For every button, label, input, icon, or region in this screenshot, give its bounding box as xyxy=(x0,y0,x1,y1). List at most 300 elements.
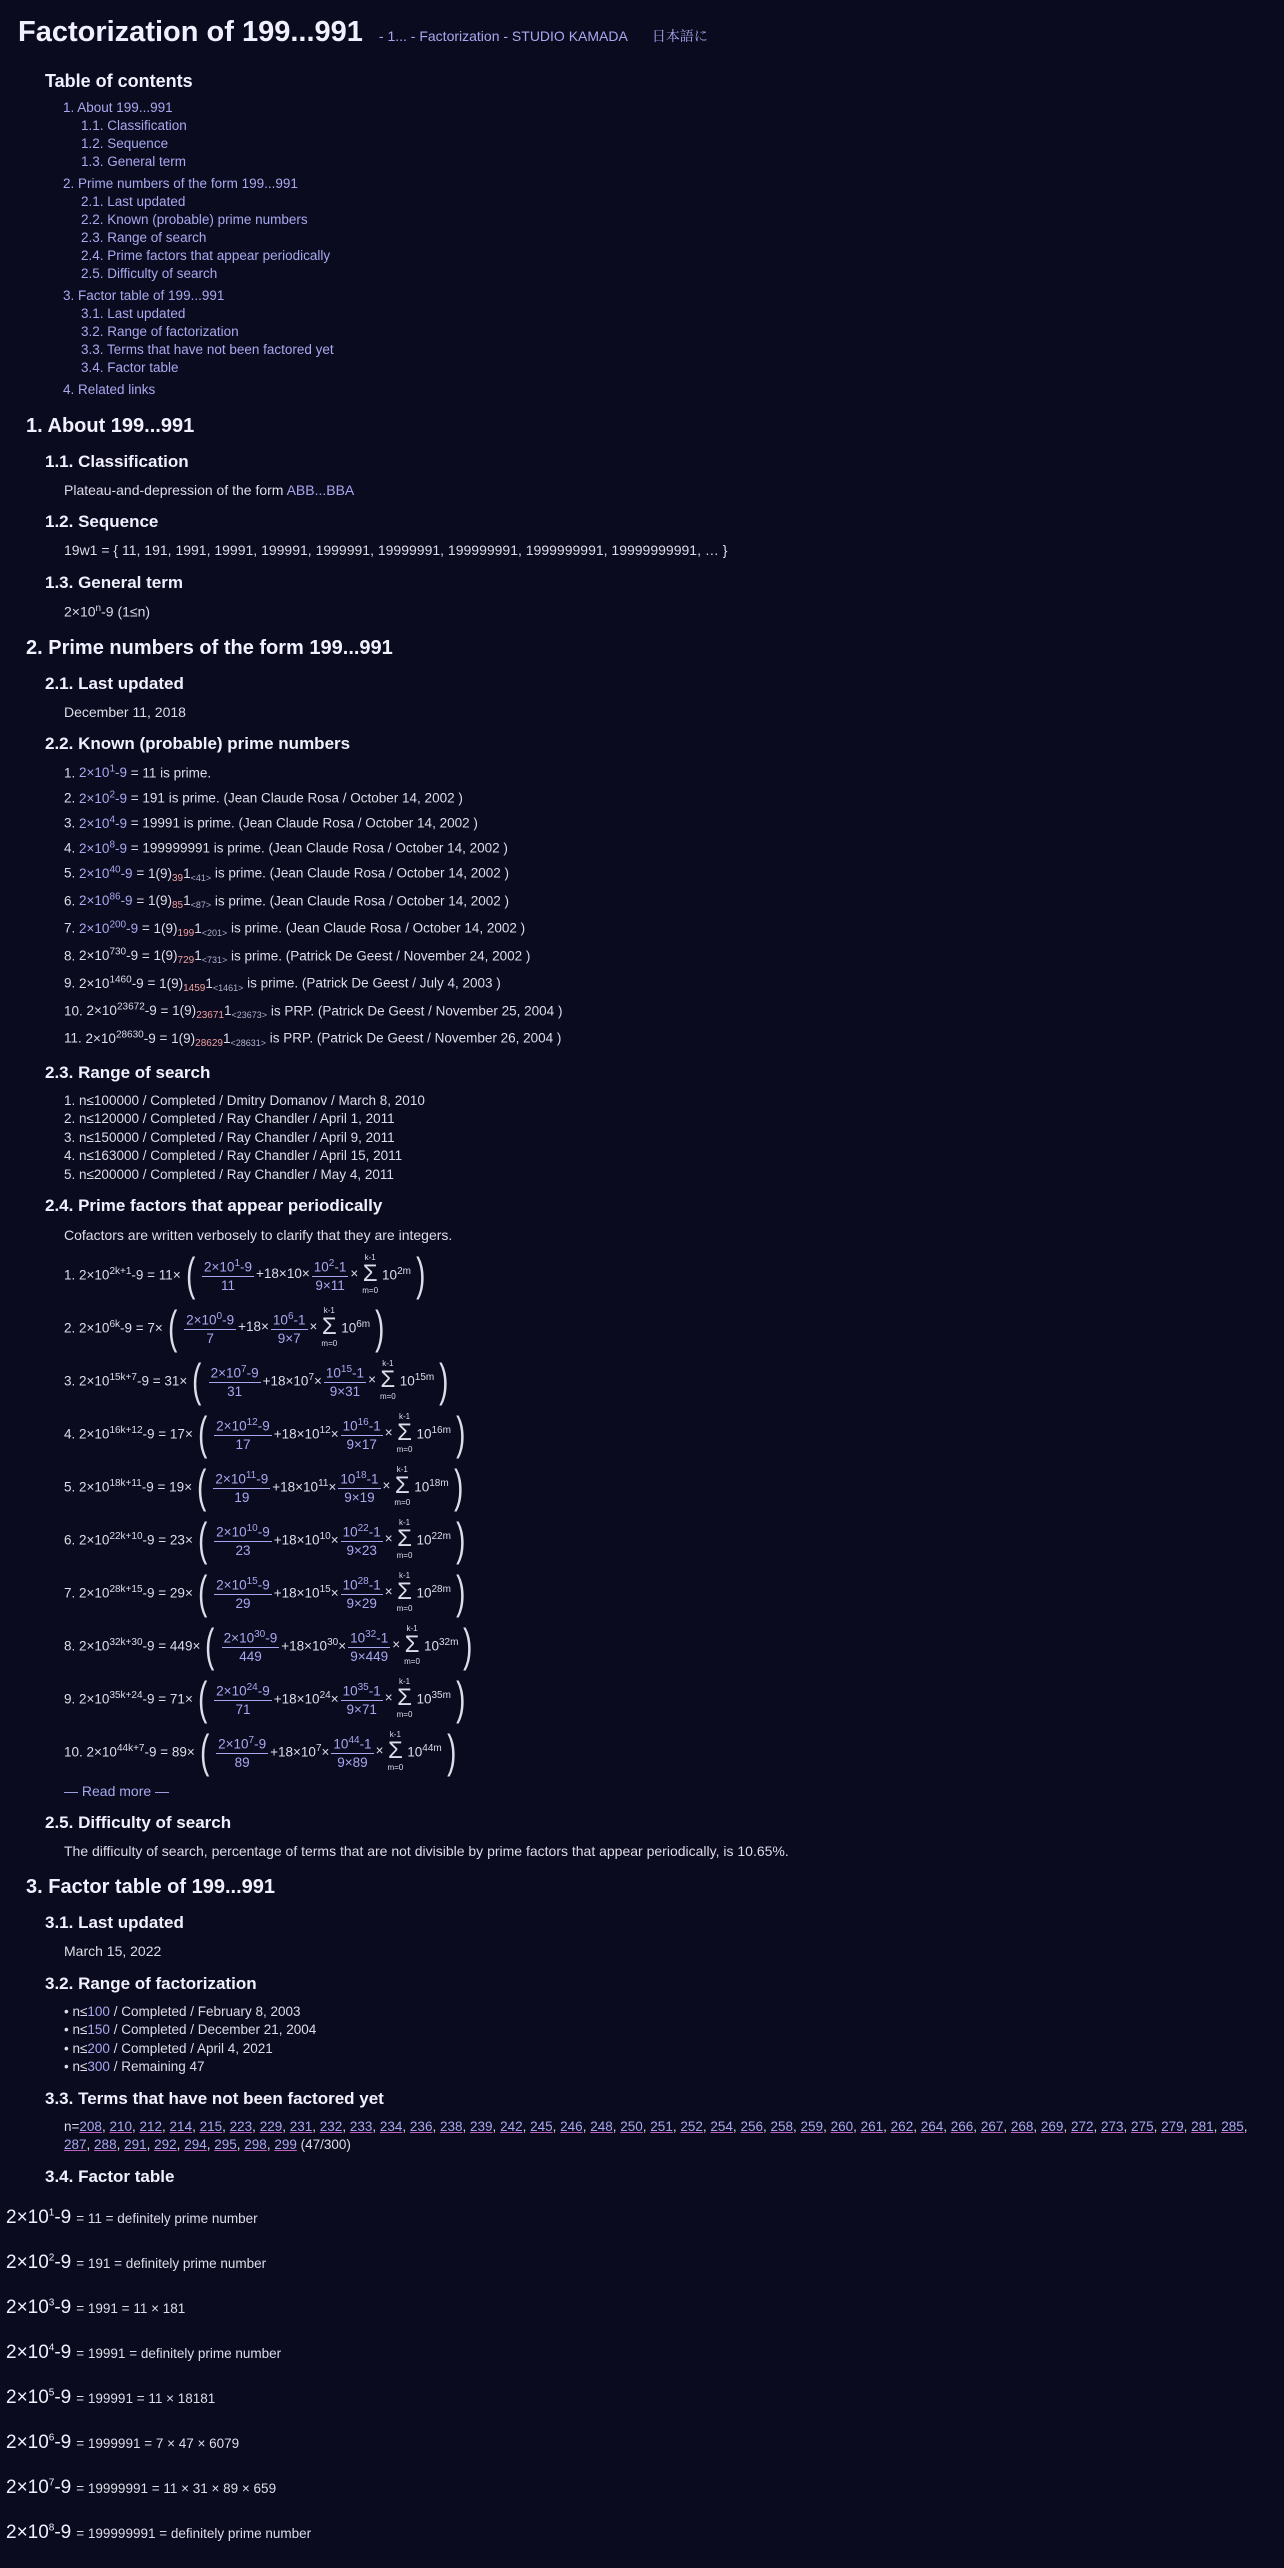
term-link[interactable]: 294 xyxy=(184,2136,207,2152)
sum-term: $10^{16m}$ xyxy=(416,1424,451,1442)
term-link[interactable]: 223 xyxy=(229,2118,253,2134)
toc-subsection-link[interactable]: 3.4. Factor table xyxy=(81,360,179,376)
page-header xyxy=(0,0,1284,52)
term-link[interactable]: 259 xyxy=(800,2118,824,2134)
factor-result: = 11 = definitely prime number xyxy=(76,2210,258,2226)
search-range-list xyxy=(0,1092,1284,1184)
prime-item: 11. $2\times 10^{28630}-9 = 1(9)_{28629}1_{<28631>}$ is PRP. (Patrick De Geest / November 26, 2004 ) xyxy=(64,1029,562,1049)
sum-term: $10^{15m}$ xyxy=(399,1371,435,1389)
toc-subsection-link[interactable]: 1.3. General term xyxy=(81,154,187,170)
section-2-title: 2. Prime numbers of the form 199...991 xyxy=(26,636,393,659)
term-link[interactable]: 231 xyxy=(289,2118,313,2134)
term-link[interactable]: 242 xyxy=(500,2118,523,2134)
general-term-text: $2\times 10^n-9$ (1≤n) xyxy=(64,602,151,620)
numerator-exponent: 28 xyxy=(357,1576,369,1587)
digit-count: <41> xyxy=(190,872,212,883)
term-link[interactable]: 262 xyxy=(890,2118,914,2134)
factor-range-item xyxy=(64,2058,1284,2076)
sum-upper: k-1 xyxy=(323,1306,335,1316)
formula-exponent: 2k+1 xyxy=(109,1265,132,1277)
formula-exponent: 16k+12 xyxy=(109,1424,143,1436)
factor-expression: $2\times 10^6-9$ xyxy=(6,2432,72,2454)
toc-subsection-link[interactable]: 2.5. Difficulty of search xyxy=(81,266,218,282)
sigma-icon: Σ xyxy=(380,1366,396,1394)
formula-number: 6. xyxy=(64,1532,80,1548)
fraction-numerator: $10^2-1$ xyxy=(312,1255,349,1277)
periodic-formula: 8. $2\times 10^{32k+30}-9 = 449\times$ ( $\frac{2\times 10^{30}-9}{449}$ $+18\times 10^{30}\times$ $\frac{10^{32}-1}{9\times 449}$ × k-1 Σ m=0 $10^{32m}$ ) xyxy=(64,1619,473,1672)
prime-item: 5. $2\times 10^{40}-9 = 1(9)_{39}1_{<41>}$ is prime. (Jean Claude Rosa / October 14, 2002 ) xyxy=(64,864,510,884)
middle-exponent: 10 xyxy=(319,1530,331,1542)
term-exponent: 15m xyxy=(414,1371,435,1383)
summation xyxy=(321,1306,337,1348)
prime-item: 10. $2\times 10^{23672}-9 = 1(9)_{23671}1_{<23673>}$ is PRP. (Patrick De Geest / November 25, 2004 ) xyxy=(64,1001,563,1022)
language-link[interactable]: 日本語に xyxy=(651,28,708,44)
prime-status: is PRP. (Patrick De Geest / November 26, 2004 ) xyxy=(266,1030,562,1046)
term-link[interactable]: 268 xyxy=(1010,2118,1034,2134)
sum-upper: k-1 xyxy=(398,1412,411,1422)
prime-status: is prime. (Jean Claude Rosa / October 14, 2002 ) xyxy=(164,790,463,806)
formula-prime: 17 xyxy=(169,1426,185,1442)
formula-middle: +18× xyxy=(238,1319,269,1335)
prime-item: 9. $2\times 10^{1460}-9 = 1(9)_{1459}1_{<1461>}$ is prime. (Patrick De Geest / July 4, 2003 ) xyxy=(64,974,501,994)
fraction xyxy=(213,1467,270,1506)
fraction xyxy=(341,1573,383,1612)
term-link[interactable]: 266 xyxy=(950,2118,974,2134)
term-link[interactable]: 245 xyxy=(530,2118,553,2134)
prime-status: is prime. (Jean Claude Rosa / October 14, 2002 ) xyxy=(179,815,478,831)
formula-middle: $+18\times 10^{15}\times$ xyxy=(273,1583,339,1601)
sigma-icon: Σ xyxy=(387,1737,403,1765)
factor-exponent: 6 xyxy=(48,2432,55,2444)
prime-number: 4. xyxy=(64,840,80,856)
formula-lhs: 7. $2\times 10^{28k+15}-9 = 29\times$ xyxy=(64,1583,193,1601)
numerator-exponent: 7 xyxy=(248,1735,255,1746)
prime-status: is PRP. (Patrick De Geest / November 25, 2004 ) xyxy=(267,1003,563,1019)
sum-term: $10^{35m}$ xyxy=(416,1689,451,1707)
left-paren: ( xyxy=(205,1619,215,1672)
prime-item: 8. $2\times 10^{730}-9 = 1(9)_{729}1_{<731>}$ is prime. (Patrick De Geest / November 24, 2002 ) xyxy=(64,946,531,967)
term-link[interactable]: 275 xyxy=(1131,2118,1154,2134)
toc-list xyxy=(45,99,1284,399)
factor-result: = 19991 = definitely prime number xyxy=(76,2345,282,2361)
right-paren: ) xyxy=(416,1248,426,1301)
right-paren: ) xyxy=(453,1460,463,1513)
middle-exponent: 30 xyxy=(327,1636,339,1648)
periodic-formula: 4. $2\times 10^{16k+12}-9 = 17\times$ ( $\frac{2\times 10^{12}-9}{17}$ $+18\times 10^{12}\times$ $\frac{10^{16}-1}{9\times 17}$ × k-1 Σ m=0 $10^{16m}$ ) xyxy=(64,1407,466,1460)
term-link[interactable]: 246 xyxy=(560,2118,583,2134)
formula-exponent: 6k xyxy=(109,1318,120,1330)
formula-number: 8. xyxy=(64,1638,80,1654)
prime-updated-date: December 11, 2018 xyxy=(64,703,186,720)
formula-lhs: 8. $2\times 10^{32k+30}-9 = 449\times$ xyxy=(64,1636,201,1654)
formula-number: 7. xyxy=(64,1585,80,1601)
formula-lhs: 2. $2\times 10^{6k}-9 = 7\times$ xyxy=(64,1318,163,1336)
left-paren: ( xyxy=(197,1513,208,1566)
prime-exponent: 1 xyxy=(109,763,115,775)
formula-number: 5. xyxy=(64,1479,80,1495)
term-link[interactable]: 291 xyxy=(124,2136,147,2152)
toc-subsection-link[interactable]: 2.2. Known (probable) prime numbers xyxy=(81,212,308,228)
fraction-numerator: $2\times 10^0-9$ xyxy=(184,1308,236,1330)
formula-number: 9. xyxy=(64,1691,80,1707)
sum-upper: k-1 xyxy=(382,1359,394,1369)
fraction-numerator: $2\times 10^{11}-9$ xyxy=(213,1467,270,1489)
numerator-exponent: 44 xyxy=(348,1735,360,1746)
term-link[interactable]: 272 xyxy=(1070,2118,1094,2134)
factor-row xyxy=(6,2241,1284,2286)
search-range-item: 5. n≤200000 / Completed / Ray Chandler / May 4, 2011 xyxy=(64,1166,394,1182)
factor-range-title: 3.2. Range of factorization xyxy=(45,1973,257,1993)
prime-expression[interactable]: $2\times 10^1-9$ xyxy=(79,763,128,781)
prime-expression[interactable]: $2\times 10^2-9$ xyxy=(79,789,128,806)
range-link[interactable]: 150 xyxy=(87,2022,110,2038)
formula-lhs: 6. $2\times 10^{22k+10}-9 = 23\times$ xyxy=(64,1530,193,1548)
factor-updated-date: March 15, 2022 xyxy=(64,1943,162,1960)
prime-item: 1. $2\times 10^1-9 = 11$ is prime. xyxy=(64,763,212,781)
formula-middle: $+18\times 10^7\times$ xyxy=(270,1742,330,1760)
term-link[interactable]: 251 xyxy=(650,2118,673,2134)
term-exponent: 44m xyxy=(422,1742,442,1754)
numerator-exponent: 15 xyxy=(340,1364,353,1375)
factor-exponent: 8 xyxy=(48,2522,55,2534)
prime-item: 7. $2\times 10^{200}-9 = 1(9)_{199}1_{<201>}$ is prime. (Jean Claude Rosa / October 14, 2002 ) xyxy=(64,919,526,939)
range-prefix: • n≤ xyxy=(64,2003,88,2019)
summation xyxy=(397,1412,413,1454)
numerator-exponent: 11 xyxy=(245,1470,257,1481)
factor-expression: $2\times 10^5-9$ xyxy=(6,2387,72,2409)
term-link[interactable]: 279 xyxy=(1161,2118,1184,2134)
term-link[interactable]: 215 xyxy=(199,2118,223,2134)
right-paren: ) xyxy=(455,1407,466,1460)
range-prefix: • n≤ xyxy=(64,2022,88,2038)
numerator-exponent: 2 xyxy=(328,1258,335,1269)
prime-expression: $2\times 10^{23672}-9$ xyxy=(86,1001,157,1019)
formula-prime: 449 xyxy=(169,1638,193,1654)
sigma-icon: Σ xyxy=(362,1260,378,1288)
range-prefix: • n≤ xyxy=(64,2040,88,2056)
sum-lower: m=0 xyxy=(396,1710,413,1720)
formula-number: 2. xyxy=(64,1320,80,1336)
formula-exponent: 28k+15 xyxy=(109,1583,143,1595)
prime-value: $1(9)_{28629}1_{<28631>}$ xyxy=(171,1030,267,1049)
fraction-numerator: $2\times 10^{10}-9$ xyxy=(214,1520,272,1542)
factor-result: = 1991 = 11 × 181 xyxy=(76,2300,186,2316)
sum-lower: m=0 xyxy=(387,1763,404,1773)
term-link[interactable]: 254 xyxy=(710,2118,733,2134)
formula-prime: 29 xyxy=(169,1585,185,1601)
prime-expression[interactable]: $2\times 10^8-9$ xyxy=(79,839,128,856)
right-paren: ) xyxy=(439,1354,449,1407)
term-link[interactable]: 273 xyxy=(1101,2118,1124,2134)
sigma-icon: Σ xyxy=(404,1631,420,1659)
term-link[interactable]: 292 xyxy=(154,2136,177,2152)
numerator-exponent: 35 xyxy=(357,1682,369,1693)
term-link[interactable]: 298 xyxy=(244,2136,267,2152)
formula-prime: 31 xyxy=(164,1373,180,1389)
right-paren: ) xyxy=(455,1513,466,1566)
formula-lhs: 3. $2\times 10^{15k+7}-9 = 31\times$ xyxy=(64,1371,188,1389)
term-link[interactable]: 232 xyxy=(319,2118,343,2134)
section-1-title: 1. About 199...991 xyxy=(26,415,195,438)
middle-exponent: 12 xyxy=(319,1424,331,1436)
factor-table-title: 3.4. Factor table xyxy=(45,2166,175,2186)
fraction-numerator: $2\times 10^7-9$ xyxy=(209,1361,261,1383)
term-link[interactable]: 238 xyxy=(439,2118,463,2134)
formula-lhs: 9. $2\times 10^{35k+24}-9 = 71\times$ xyxy=(64,1689,193,1707)
formula-middle: $+18\times 10^{24}\times$ xyxy=(273,1689,339,1707)
sum-term: $10^{32m}$ xyxy=(423,1636,459,1654)
table-of-contents xyxy=(45,70,1284,399)
periodic-formula: 10. $2\times 10^{44k+7}-9 = 89\times$ ( $\frac{2\times 10^7-9}{89}$ $+18\times 10^7\times$ $\frac{10^{44}-1}{9\times 89}$ × k-1 Σ m=0 $10^{44m}$ ) xyxy=(64,1725,457,1778)
prime-status: is prime. (Jean Claude Rosa / October 14, 2002 ) xyxy=(211,865,510,881)
prime-item: 3. $2\times 10^4-9 = 19991$ is prime. (Jean Claude Rosa / October 14, 2002 ) xyxy=(64,814,478,831)
term-link[interactable]: 260 xyxy=(830,2118,854,2134)
right-paren: ) xyxy=(463,1619,473,1672)
toc-subsection-link[interactable]: 2.1. Last updated xyxy=(81,194,186,210)
toc-subsection-link[interactable]: 3.2. Range of factorization xyxy=(81,324,239,340)
sum-lower: m=0 xyxy=(396,1445,413,1455)
term-link[interactable]: 250 xyxy=(620,2118,643,2134)
term-link[interactable]: 295 xyxy=(214,2136,237,2152)
numerator-exponent: 10 xyxy=(246,1523,258,1534)
factor-result: = 1999991 = 7 × 47 × 6079 xyxy=(76,2435,240,2451)
fraction xyxy=(214,1679,272,1718)
search-range-item: 1. n≤100000 / Completed / Dmitry Domanov / March 8, 2010 xyxy=(64,1092,425,1108)
term-link[interactable]: 267 xyxy=(980,2118,1004,2134)
prime-exponent: 1460 xyxy=(109,974,132,986)
periodic-formula: 5. $2\times 10^{18k+11}-9 = 19\times$ ( $\frac{2\times 10^{11}-9}{19}$ $+18\times 10^{11}\times$ $\frac{10^{18}-1}{9\times 19}$ × k-1 Σ m=0 $10^{18m}$ ) xyxy=(64,1460,463,1513)
formula-middle: $+18\times 10^{10}\times$ xyxy=(273,1530,339,1548)
term-link[interactable]: 229 xyxy=(259,2118,283,2134)
term-link[interactable]: 234 xyxy=(379,2118,403,2134)
middle-exponent: 7 xyxy=(315,1742,322,1754)
numerator-exponent: 12 xyxy=(246,1417,258,1428)
numerator-exponent: 15 xyxy=(246,1576,258,1587)
fraction xyxy=(214,1414,272,1453)
formula-exponent: 44k+7 xyxy=(116,1742,145,1754)
left-paren: ( xyxy=(197,1672,208,1725)
sequence-text: 19w1 = { 11, 191, 1991, 19991, 199991, 1999991, 19999991, 199999991, 1999999991, 19999999991, … } xyxy=(64,542,728,559)
range-link[interactable]: 200 xyxy=(87,2040,110,2056)
fraction-numerator: $2\times 10^{30}-9$ xyxy=(222,1626,280,1648)
fraction-denominator: 9×449 xyxy=(350,1648,389,1664)
term-link[interactable]: 269 xyxy=(1040,2118,1064,2134)
term-exponent: 2m xyxy=(397,1265,411,1277)
toc-subsection-link[interactable]: 3.3. Terms that have not been factored yet xyxy=(81,342,334,358)
toc-section-link[interactable]: 1. About 199...991 xyxy=(63,100,173,116)
terms-count: (47/300) xyxy=(300,2136,351,2152)
term-link[interactable]: 236 xyxy=(409,2118,433,2134)
fraction-numerator: $10^{35}-1$ xyxy=(341,1679,383,1701)
term-link[interactable]: 299 xyxy=(274,2136,297,2152)
term-link[interactable]: 248 xyxy=(590,2118,613,2134)
term-link[interactable]: 258 xyxy=(770,2118,794,2134)
factor-exponent: 3 xyxy=(48,2297,55,2309)
prime-number: 9. xyxy=(64,975,80,991)
formula-middle: +18×10× xyxy=(256,1266,310,1282)
prime-number: 11. xyxy=(64,1030,86,1046)
prime-status: is prime. (Jean Claude Rosa / October 14, 2002 ) xyxy=(227,920,526,936)
factor-result: = 191 = definitely prime number xyxy=(76,2255,267,2271)
prime-number: 6. xyxy=(64,893,80,909)
prime-value: 199999991 xyxy=(142,840,210,856)
term-link[interactable]: 212 xyxy=(139,2118,163,2134)
prime-exponent: 2 xyxy=(109,789,115,800)
term-exponent: 16m xyxy=(431,1424,451,1436)
term-link[interactable]: 285 xyxy=(1221,2118,1244,2134)
factor-expression: $2\times 10^1-9$ xyxy=(6,2207,72,2229)
periodic-formula: 1. $2\times 10^{2k+1}-9 = 11\times$ ( $\frac{2\times 10^1-9}{11}$ +18×10× $\frac{10^2-1}{9\times 11}$ × k-1 Σ m=0 $10^{2m}$ ) xyxy=(64,1248,426,1301)
prime-expression[interactable]: $2\times 10^4-9$ xyxy=(79,814,128,831)
periodic-formula: 2. $2\times 10^{6k}-9 = 7\times$ ( $\frac{2\times 10^0-9}{7}$ +18× $\frac{10^6-1}{9\times 7}$ × k-1 Σ m=0 $10^{6m}$ ) xyxy=(64,1301,385,1354)
fraction-denominator: 89 xyxy=(234,1754,250,1770)
prime-number: 2. xyxy=(64,790,80,806)
prime-exponent: 28630 xyxy=(115,1029,144,1041)
prime-value: 19991 xyxy=(142,815,180,831)
fraction-denominator: 9×23 xyxy=(346,1542,377,1558)
term-link[interactable]: 233 xyxy=(349,2118,373,2134)
periodic-formula: 3. $2\times 10^{15k+7}-9 = 31\times$ ( $\frac{2\times 10^7-9}{31}$ $+18\times 10^7\times$ $\frac{10^{15}-1}{9\times 31}$ × k-1 Σ m=0 $10^{15m}$ ) xyxy=(64,1354,449,1407)
read-more-link[interactable]: — Read more — xyxy=(64,1782,170,1799)
term-link[interactable]: 287 xyxy=(64,2136,87,2152)
fraction xyxy=(214,1573,272,1612)
prime-value: $1(9)_{199}1_{<201>}$ xyxy=(153,920,228,939)
fraction xyxy=(216,1732,268,1771)
periodic-formula: 7. $2\times 10^{28k+15}-9 = 29\times$ ( $\frac{2\times 10^{15}-9}{29}$ $+18\times 10^{15}\times$ $\frac{10^{28}-1}{9\times 29}$ × k-1 Σ m=0 $10^{28m}$ ) xyxy=(64,1566,466,1619)
factor-exponent: 1 xyxy=(48,2207,55,2219)
formula-lhs: 10. $2\times 10^{44k+7}-9 = 89\times$ xyxy=(64,1742,195,1760)
sum-lower: m=0 xyxy=(362,1286,379,1296)
factor-row xyxy=(6,2376,1284,2421)
nines-count: 23671 xyxy=(196,1010,224,1022)
formula-number: 4. xyxy=(64,1426,80,1442)
prime-exponent: 200 xyxy=(109,919,127,931)
term-link[interactable]: 264 xyxy=(920,2118,944,2134)
fraction-denominator: 71 xyxy=(235,1701,251,1717)
term-link[interactable]: 256 xyxy=(740,2118,763,2134)
prime-exponent: 86 xyxy=(109,891,121,903)
range-status: / Completed / December 21, 2004 xyxy=(109,2022,317,2038)
numerator-exponent: 1 xyxy=(234,1258,241,1269)
left-paren: ( xyxy=(197,1566,208,1619)
factor-result: = 199999991 = definitely prime number xyxy=(76,2525,312,2541)
fraction xyxy=(271,1308,308,1347)
nines-count: 39 xyxy=(171,872,184,884)
factor-range-item xyxy=(64,2021,1284,2039)
digit-count: <201> xyxy=(201,927,228,938)
numerator-exponent: 18 xyxy=(355,1470,367,1481)
factor-row xyxy=(6,2466,1284,2511)
sigma-icon: Σ xyxy=(397,1419,412,1447)
prime-exponent: 4 xyxy=(109,814,115,826)
term-link[interactable]: 252 xyxy=(680,2118,703,2134)
prime-expression[interactable]: $2\times 10^{40}-9$ xyxy=(79,864,133,881)
toc-section-link[interactable]: 3. Factor table of 199...991 xyxy=(63,288,225,304)
term-link[interactable]: 261 xyxy=(860,2118,884,2134)
fraction xyxy=(184,1308,236,1347)
term-link[interactable]: 281 xyxy=(1191,2118,1214,2134)
sum-term: $10^{22m}$ xyxy=(416,1530,451,1548)
breadcrumb[interactable]: - 1... - Factorization - STUDIO KAMADA xyxy=(378,28,628,44)
fraction-numerator: $2\times 10^{12}-9$ xyxy=(214,1414,272,1436)
formula-number: 10. xyxy=(64,1744,87,1760)
toc-subsection-link[interactable]: 2.4. Prime factors that appear periodically xyxy=(81,248,331,264)
prime-exponent: 40 xyxy=(109,864,121,876)
term-link[interactable]: 239 xyxy=(470,2118,493,2134)
sum-lower: m=0 xyxy=(394,1498,411,1508)
fraction-denominator: 9×29 xyxy=(346,1595,377,1611)
fraction xyxy=(331,1732,373,1771)
term-link[interactable]: 288 xyxy=(94,2136,117,2152)
toc-subsection-link[interactable]: 1.1. Classification xyxy=(81,118,187,134)
prime-expression[interactable]: $2\times 10^{86}-9$ xyxy=(79,891,133,909)
left-paren: ( xyxy=(185,1248,195,1301)
prime-status: is prime. (Jean Claude Rosa / October 14, 2002 ) xyxy=(211,893,510,909)
prime-exponent: 23672 xyxy=(116,1001,145,1013)
toc-section-link[interactable]: 4. Related links xyxy=(63,382,156,398)
term-link[interactable]: 214 xyxy=(169,2118,193,2134)
term-link[interactable]: 208 xyxy=(79,2118,102,2134)
periodic-factors-title: 2.4. Prime factors that appear periodically xyxy=(45,1196,383,1216)
numerator-exponent: 24 xyxy=(246,1682,258,1693)
fraction-denominator: 29 xyxy=(235,1595,251,1611)
range-link[interactable]: 100 xyxy=(87,2003,110,2019)
factor-row xyxy=(6,2286,1284,2331)
toc-subsection-link[interactable]: 1.2. Sequence xyxy=(81,136,169,152)
toc-subsection-list xyxy=(81,117,1284,171)
range-link[interactable]: 300 xyxy=(87,2059,110,2075)
nines-count: 729 xyxy=(177,955,195,967)
factor-exponent: 2 xyxy=(48,2252,55,2264)
periodic-factors-note: Cofactors are written verbosely to clarify that they are integers. xyxy=(64,1226,453,1243)
periodic-formula: 9. $2\times 10^{35k+24}-9 = 71\times$ ( $\frac{2\times 10^{24}-9}{71}$ $+18\times 10^{24}\times$ $\frac{10^{35}-1}{9\times 71}$ × k-1 Σ m=0 $10^{35m}$ ) xyxy=(64,1672,466,1725)
known-primes-title: 2.2. Known (probable) prime numbers xyxy=(45,733,351,753)
fraction-denominator: 9×89 xyxy=(337,1754,368,1770)
range-prefix: • n≤ xyxy=(64,2059,88,2075)
prime-expression[interactable]: $2\times 10^{200}-9$ xyxy=(79,919,139,936)
toc-subsection-link[interactable]: 2.3. Range of search xyxy=(81,230,207,246)
toc-section-link[interactable]: 2. Prime numbers of the form 199...991 xyxy=(63,176,298,192)
toc-subsection-link[interactable]: 3.1. Last updated xyxy=(81,306,186,322)
digit-count: <23673> xyxy=(231,1010,268,1021)
formula-middle: $+18\times 10^{11}\times$ xyxy=(272,1477,337,1495)
right-paren: ) xyxy=(455,1672,466,1725)
term-exponent: 6m xyxy=(356,1318,371,1330)
factor-expression: $2\times 10^8-9$ xyxy=(6,2522,72,2544)
formula-prime: 11 xyxy=(158,1267,173,1283)
fraction-numerator: $10^{15}-1$ xyxy=(324,1361,366,1383)
middle-exponent: 24 xyxy=(319,1689,331,1701)
classification-link[interactable]: ABB...BBA xyxy=(286,482,355,499)
unfactored-title: 3.3. Terms that have not been factored yet xyxy=(45,2088,384,2108)
prime-status: is prime. (Jean Claude Rosa / October 14, 2002 ) xyxy=(209,840,508,856)
prime-value: $1(9)_{1459}1_{<1461>}$ xyxy=(159,975,244,994)
term-exponent: 22m xyxy=(431,1530,451,1542)
formula-prime: 19 xyxy=(169,1479,185,1495)
term-link[interactable]: 210 xyxy=(109,2118,132,2134)
factor-expression: $2\times 10^2-9$ xyxy=(6,2252,72,2274)
fraction-denominator: 9×11 xyxy=(315,1277,345,1293)
sum-lower: m=0 xyxy=(321,1339,338,1349)
numerator-exponent: 7 xyxy=(241,1364,247,1375)
periodic-factors-list xyxy=(0,1250,1284,1776)
sum-upper: k-1 xyxy=(398,1518,411,1528)
prime-number: 3. xyxy=(64,815,80,831)
prime-item: 6. $2\times 10^{86}-9 = 1(9)_{85}1_{<87>}$ is prime. (Jean Claude Rosa / October 14, 2002 ) xyxy=(64,891,510,912)
formula-exponent: 22k+10 xyxy=(109,1530,143,1542)
prime-status: is prime. (Patrick De Geest / July 4, 2003 ) xyxy=(243,975,501,991)
summation xyxy=(397,1571,413,1613)
